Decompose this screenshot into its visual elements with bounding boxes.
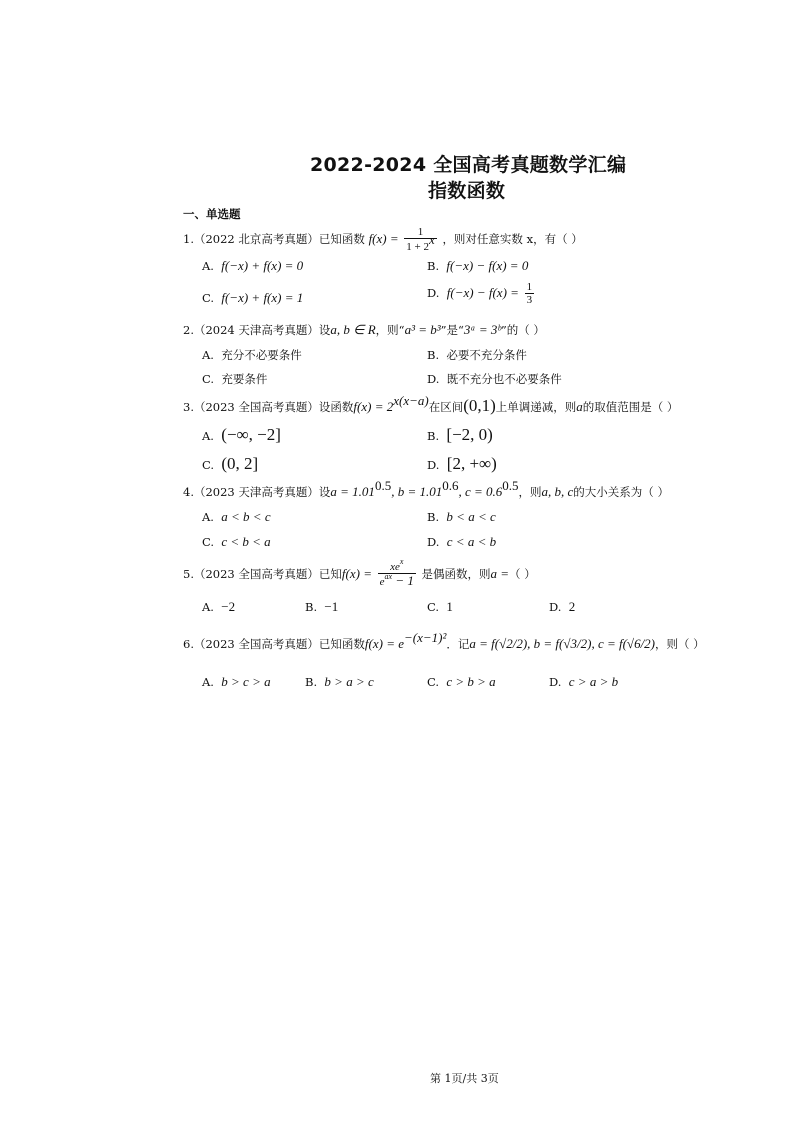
q4-option-c[interactable]: C. c < b < a — [202, 534, 271, 549]
q2-option-b[interactable]: B. 必要不充分条件 — [427, 348, 527, 362]
q1-option-c[interactable]: C. f(−x) + f(x) = 1 — [202, 290, 304, 305]
q6-option-b[interactable]: B. b > a > c — [305, 674, 374, 689]
q1-option-b[interactable]: B. f(−x) − f(x) = 0 — [427, 258, 529, 273]
q2-option-a[interactable]: A. 充分不必要条件 — [202, 348, 302, 362]
q3-option-d[interactable]: D. [2, +∞) — [427, 454, 497, 473]
question-1: 1.（2022 北京高考真题）已知函数 f(x) = $\frac{1}{1 + 2^x}$ ，则对任意实数 x，有（ ） — [183, 226, 583, 253]
question-3: 3.（2023 全国高考真题）设函数$f(x) = 2^{x(x-a)}$在区间(0,1)上单调递减，则a的取值范围是（ ） — [183, 393, 679, 415]
q6-option-c[interactable]: C. c > b > a — [427, 674, 496, 689]
q5-fraction: $\frac{xe^x}{e^{ax} - 1}$ — [379, 557, 414, 588]
q3-option-a[interactable]: A. (−∞, −2] — [202, 425, 281, 444]
q5-option-c[interactable]: C. 1 — [427, 599, 453, 614]
q3-option-c[interactable]: C. (0, 2] — [202, 454, 259, 473]
page-footer: 第 1页/共 3页 — [430, 1072, 499, 1085]
question-4: 4.（2023 天津高考真题）设$a = 1.01^{0.5}$, $b = 1.01^{0.6}$, $c = 0.6^{0.5}$，则a, b, c的大小关系为（ ） — [183, 478, 669, 499]
q4-option-d[interactable]: D. c < a < b — [427, 534, 497, 549]
q2-option-d[interactable]: D. 既不充分也不必要条件 — [427, 372, 562, 386]
q3-option-b[interactable]: B. [−2, 0) — [427, 425, 493, 444]
doc-title-line2: 指数函数 — [428, 180, 506, 202]
q4-option-a[interactable]: A. a < b < c — [202, 509, 271, 524]
question-2: 2.（2024 天津高考真题）设a, b ∈ R，则“a³ = b³”是“3ᵃ = 3ᵇ”的（ ） — [183, 322, 545, 337]
q5-option-d[interactable]: D. 2 — [549, 599, 576, 614]
doc-title-line1: 2022-2024 全国高考真题数学汇编 — [310, 154, 627, 176]
section-heading: 一、单选题 — [183, 207, 241, 221]
q4-option-b[interactable]: B. b < a < c — [427, 509, 496, 524]
question-5: 5.（2023 全国高考真题）已知f(x) = $\frac{xe^x}{e^{ax} - 1}$ 是偶函数，则a =（ ） — [183, 557, 536, 588]
q1-option-d[interactable]: D. f(−x) − f(x) = $\frac{1}{3}$ — [427, 281, 533, 306]
q6-option-a[interactable]: A. b > c > a — [202, 674, 271, 689]
q6-option-d[interactable]: D. c > a > b — [549, 674, 619, 689]
q5-option-a[interactable]: A. −2 — [202, 599, 236, 614]
q5-option-b[interactable]: B. −1 — [305, 599, 339, 614]
q2-option-c[interactable]: C. 充要条件 — [202, 372, 268, 386]
question-6: 6.（2023 全国高考真题）已知函数$f(x) = e^{-(x-1)^2}$．记a = f(√2/2), b = f(√3/2), c = f(√6/2)，则（ ） — [183, 630, 705, 651]
q1-fraction: $\frac{1}{1 + 2^x}$ — [406, 226, 435, 253]
q1-option-a[interactable]: A. f(−x) + f(x) = 0 — [202, 258, 304, 273]
